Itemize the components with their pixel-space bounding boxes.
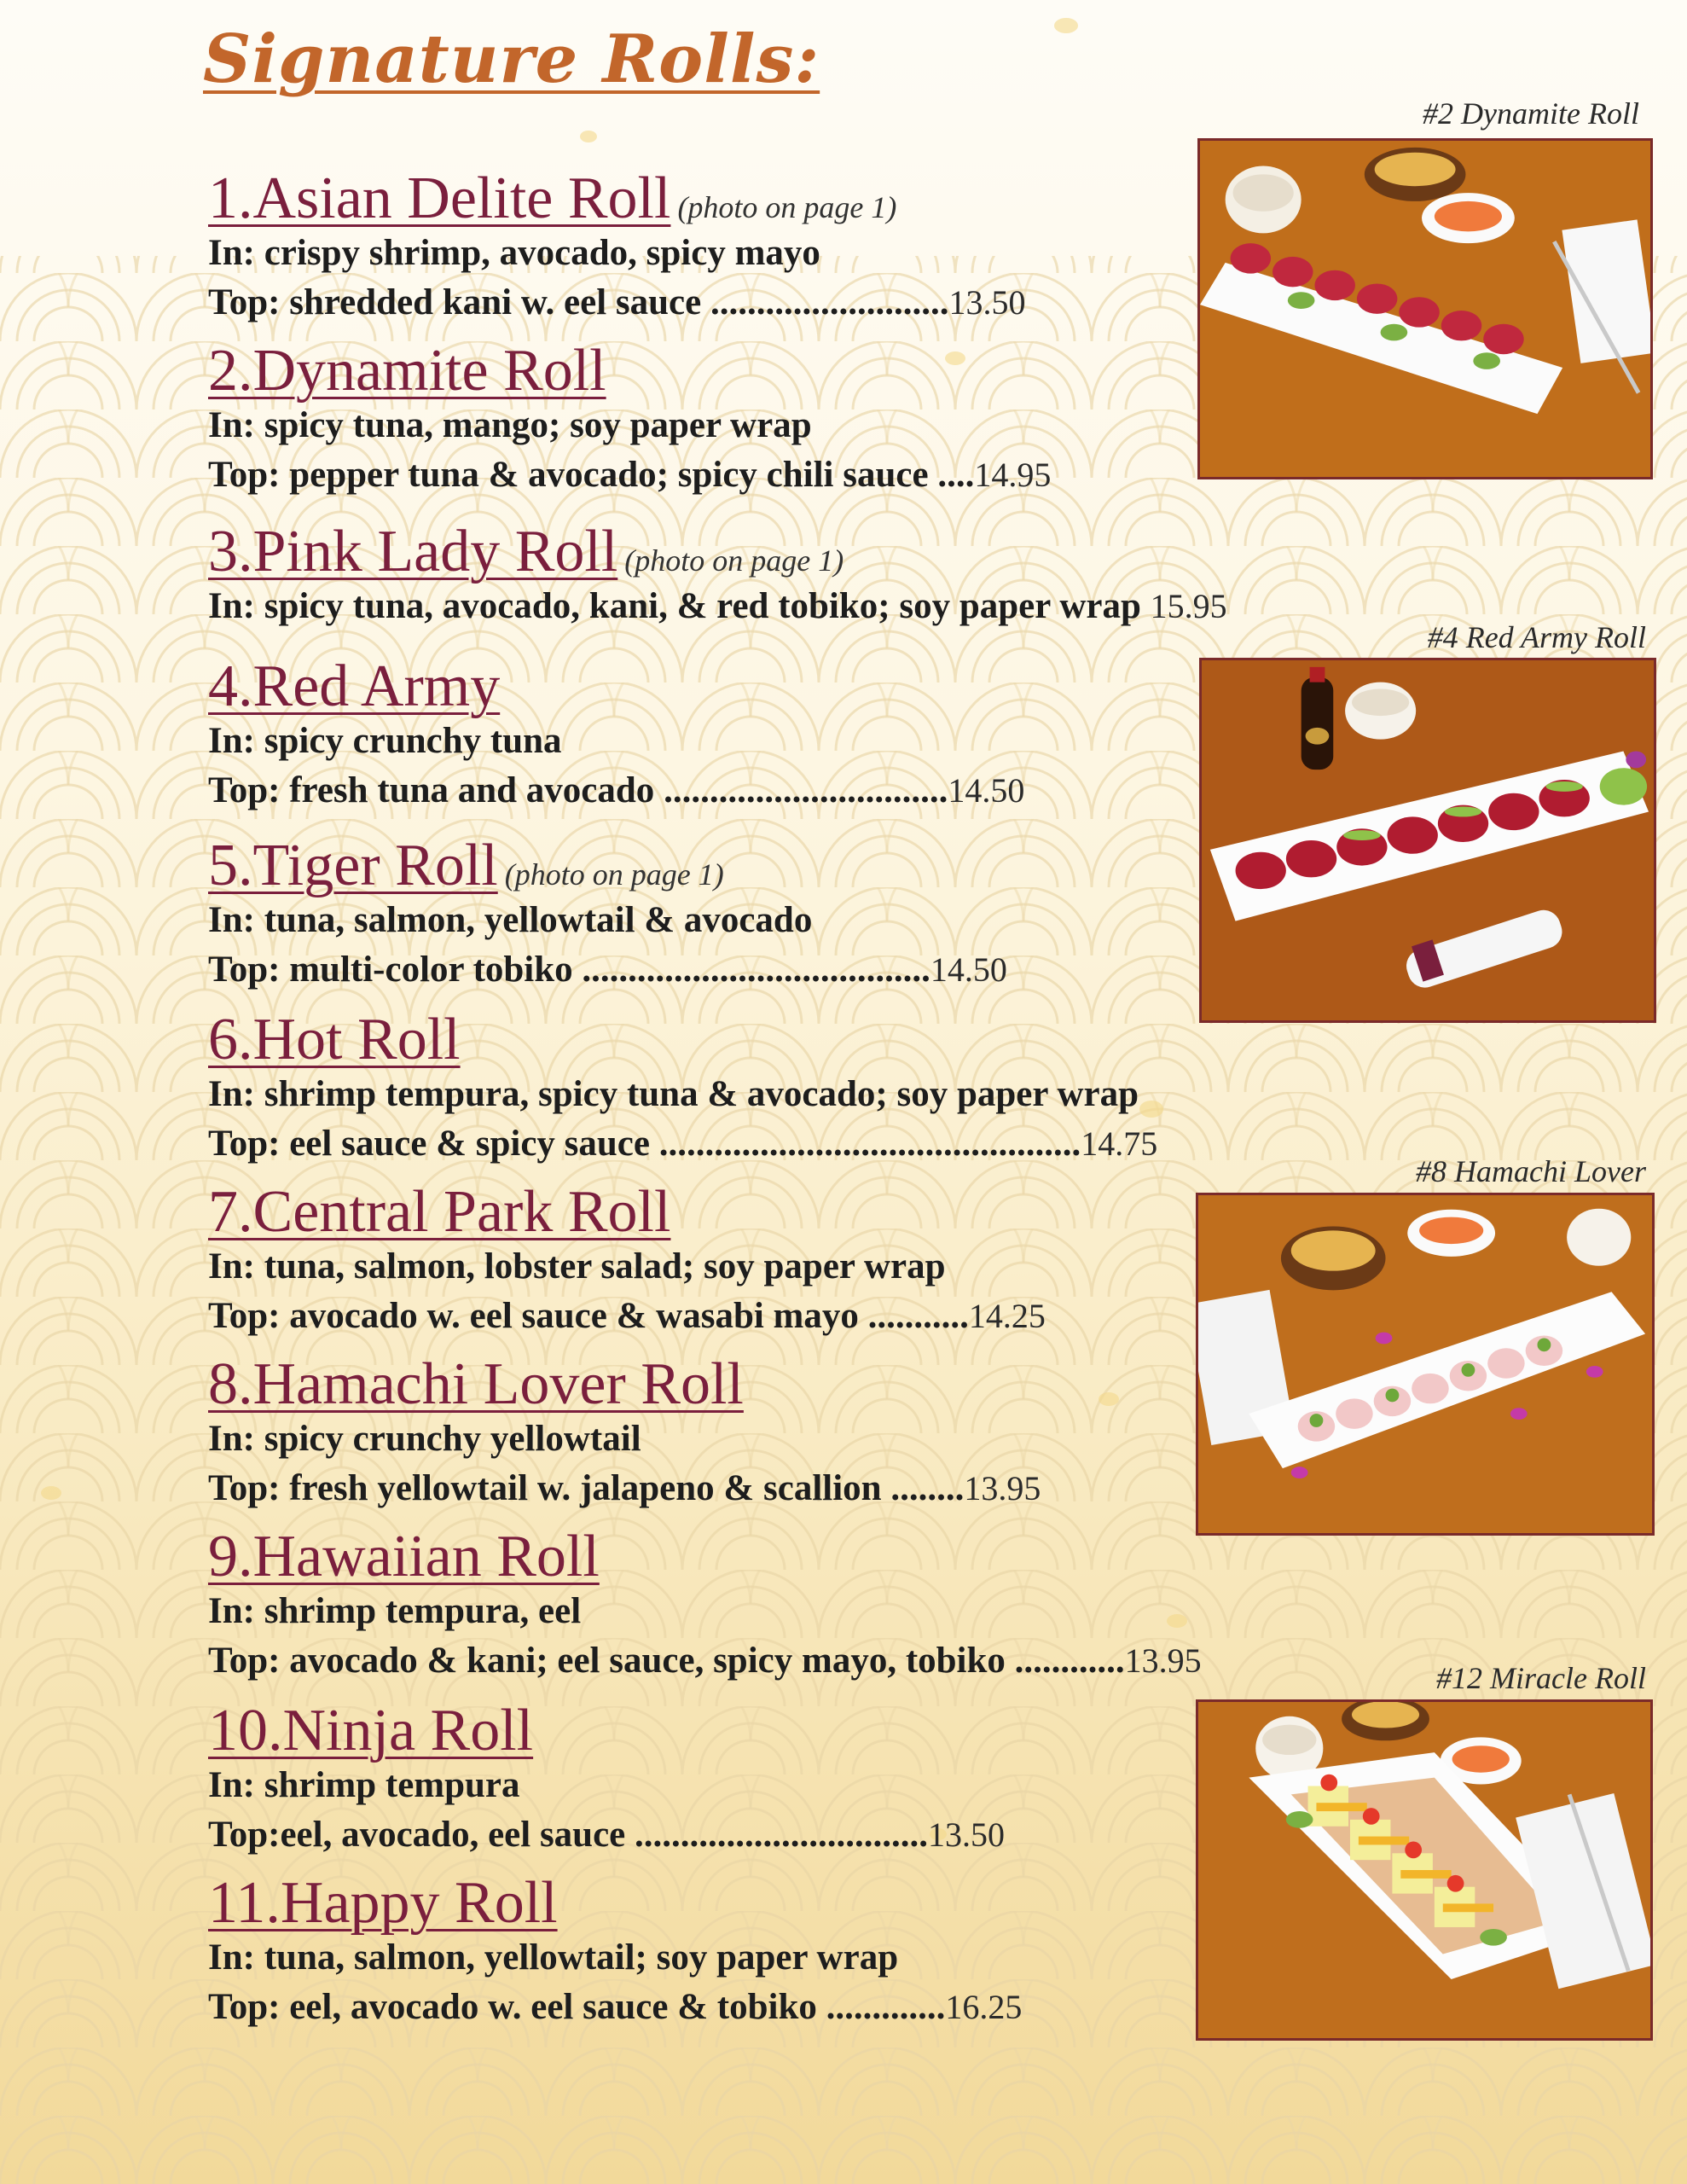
item-topping-line: Top: eel sauce & spicy sauce ..............................................14.75 [208, 1124, 1158, 1164]
item-price: 13.50 [928, 1815, 1006, 1854]
item-name: 7.Central Park Roll [208, 1179, 671, 1245]
item-topping-line: Top: avocado & kani; eel sauce, spicy mayo, tobiko ............13.95 [208, 1641, 1202, 1681]
item-note: (photo on page 1) [504, 857, 724, 892]
item-topping-line: Top: fresh tuna and avocado ...............................14.50 [208, 770, 1025, 810]
photo-caption-hamachi: #8 Hamachi Lover [1416, 1154, 1646, 1188]
item-price: 14.25 [968, 1297, 1046, 1335]
item-ingredients-line: In: tuna, salmon, lobster salad; soy paper wrap [208, 1246, 946, 1287]
item-price: 14.50 [930, 950, 1007, 989]
item-note: (photo on page 1) [677, 190, 897, 224]
item-ingredients-line: In: tuna, salmon, yellowtail & avocado [208, 900, 813, 940]
menu-item-central-park-roll [208, 1179, 1046, 1341]
menu-item-hamachi-lover-roll [208, 1351, 1041, 1513]
item-ingredients-line: In: shrimp tempura, eel [208, 1591, 582, 1631]
item-ingredients-line: In: spicy crunchy yellowtail [208, 1419, 641, 1459]
item-topping-line: Top: eel, avocado w. eel sauce & tobiko .............16.25 [208, 1987, 1023, 2027]
photo-caption-miracle: #12 Miracle Roll [1436, 1661, 1646, 1695]
menu-item-tiger-roll [208, 833, 1007, 995]
item-name: 3.Pink Lady Roll [208, 519, 618, 584]
item-topping-line: Top: multi-color tobiko ......................................14.50 [208, 950, 1007, 990]
photo-caption-red-army: #4 Red Army Roll [1427, 620, 1646, 654]
item-ingredients-line: In: spicy tuna, mango; soy paper wrap [208, 405, 812, 445]
menu-item-hot-roll [208, 1007, 1158, 1169]
item-name: 4.Red Army [208, 653, 501, 719]
item-topping-line: Top: avocado w. eel sauce & wasabi mayo ...........14.25 [208, 1296, 1046, 1336]
item-topping-line: Top: shredded kani w. eel sauce ..........................13.50 [208, 282, 1026, 322]
hamachi-lover-roll-photo [1196, 1193, 1655, 1536]
item-topping-line: Top:eel, avocado, eel sauce ................................13.50 [208, 1815, 1006, 1855]
menu-item-hawaiian-roll [208, 1524, 1202, 1686]
item-ingredients-line: In: tuna, salmon, yellowtail; soy paper wrap [208, 1937, 899, 1978]
item-name: 1.Asian Delite Roll [208, 166, 671, 231]
menu-item-dynamite-roll [208, 338, 1052, 500]
item-price: 15.95 [1150, 587, 1227, 625]
item-price: 14.50 [948, 771, 1025, 810]
item-price: 13.95 [964, 1469, 1041, 1507]
item-ingredients-line: In: spicy tuna, avocado, kani, & red tobiko; soy paper wrap 15.95 [208, 586, 1227, 626]
item-ingredients-line: In: spicy crunchy tuna [208, 721, 562, 761]
item-name: 10.Ninja Roll [208, 1698, 534, 1763]
item-name: 11.Happy Roll [208, 1870, 558, 1936]
item-name: 2.Dynamite Roll [208, 338, 606, 404]
item-note: (photo on page 1) [624, 543, 844, 578]
item-topping-line: Top: fresh yellowtail w. jalapeno & scallion ........13.95 [208, 1468, 1041, 1508]
menu-item-happy-roll [208, 1870, 1023, 2032]
photo-caption-dynamite: #2 Dynamite Roll [1423, 96, 1639, 131]
menu-item-red-army [208, 653, 1025, 816]
item-topping-line: Top: pepper tuna & avocado; spicy chili sauce ....14.95 [208, 455, 1052, 495]
item-price: 13.95 [1124, 1641, 1202, 1680]
item-ingredients-line: In: crispy shrimp, avocado, spicy mayo [208, 233, 820, 273]
item-name: 8.Hamachi Lover Roll [208, 1351, 744, 1417]
item-name: 6.Hot Roll [208, 1007, 461, 1072]
dynamite-roll-photo [1197, 138, 1653, 479]
item-price: 13.50 [948, 283, 1026, 322]
miracle-roll-photo [1196, 1699, 1653, 2041]
page-title: Signature Rolls: [203, 20, 820, 98]
item-ingredients-line: In: shrimp tempura [208, 1765, 520, 1805]
item-name: 5.Tiger Roll [208, 833, 498, 898]
item-price: 14.95 [974, 456, 1052, 494]
item-name: 9.Hawaiian Roll [208, 1524, 600, 1589]
red-army-roll-photo [1199, 658, 1656, 1023]
item-price: 16.25 [945, 1988, 1023, 2026]
item-price: 14.75 [1081, 1124, 1158, 1163]
menu-item-asian-delite-roll [208, 166, 1026, 328]
item-ingredients-line: In: shrimp tempura, spicy tuna & avocado; soy paper wrap [208, 1074, 1139, 1114]
menu-item-ninja-roll [208, 1698, 1006, 1860]
menu-item-pink-lady-roll [208, 519, 1227, 631]
